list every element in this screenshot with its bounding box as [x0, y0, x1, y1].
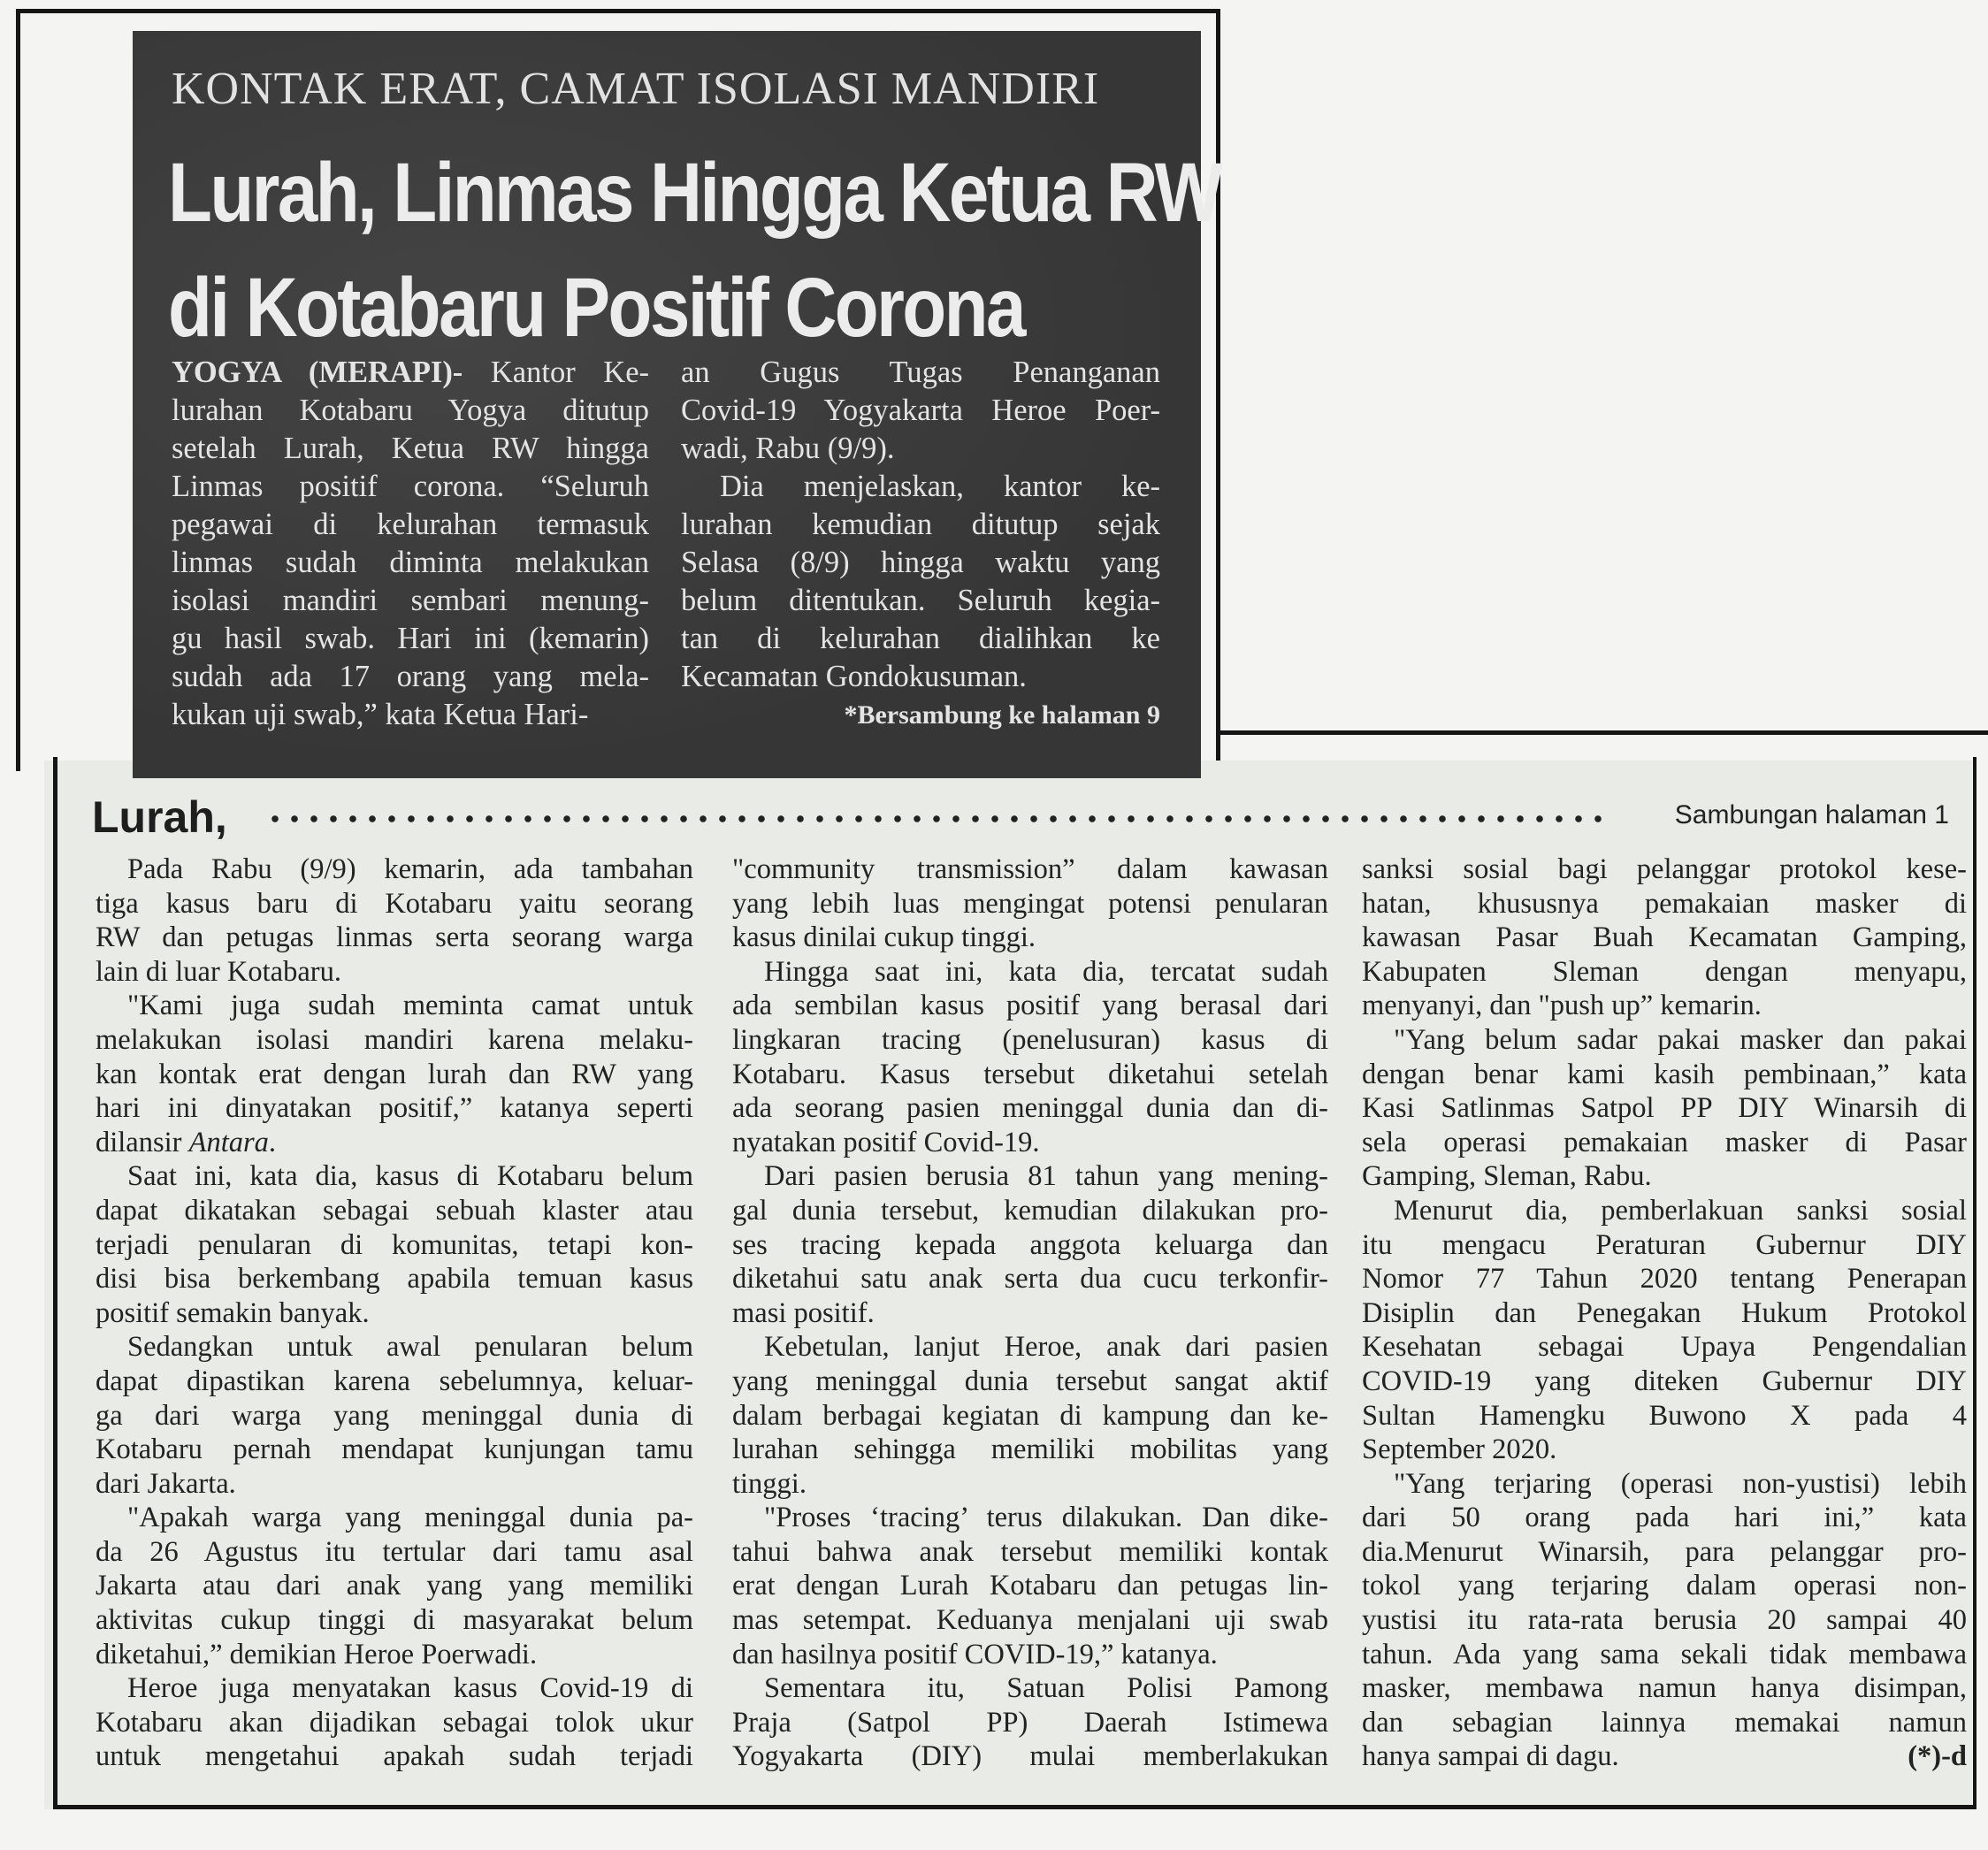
body-line: yang meninggal dunia tersebut sangat aktif	[732, 1365, 1328, 1397]
body-line: Disiplin dan Penegakan Hukum Protokol	[1362, 1296, 1967, 1329]
body-line: dari Jakarta.	[96, 1467, 236, 1500]
lead-line: Linmas positif corona. “Seluruh	[172, 470, 649, 503]
body-line: September 2020.	[1362, 1433, 1557, 1466]
frame-divider-line	[1220, 730, 1988, 735]
body-line: dengan benar kami kasih pembinaan,” kata	[1362, 1058, 1967, 1090]
headline-box	[133, 31, 1221, 778]
continued-note: *Bersambung ke halaman 9	[844, 700, 1160, 730]
body-line: Pada Rabu (9/9) kemarin, ada tambahan	[127, 853, 693, 885]
headline	[168, 135, 1221, 365]
body-line: diketahui,” demikian Heroe Poerwadi.	[96, 1638, 538, 1670]
body-line: Jakarta atau dari anak yang yang memiliki	[96, 1570, 693, 1602]
lead-line: YOGYA (MERAPI)- Kantor Ke-	[172, 355, 649, 389]
body-line: diketahui satu anak serta dua cucu terkonfir-	[732, 1263, 1328, 1296]
body-line: "Yang terjaring (operasi non-yustisi) lebih	[1394, 1467, 1967, 1500]
body-line: ses tracing kepada anggota keluarga dan	[732, 1228, 1328, 1261]
body-line: "Apakah warga yang meninggal dunia pa-	[127, 1502, 693, 1534]
lead-line: lurahan kemudian ditutup sejak	[681, 508, 1160, 541]
body-line: Hingga saat ini, kata dia, tercatat sudah	[764, 955, 1328, 988]
lead-line: kukan uji swab,” kata Ketua Hari-	[172, 698, 589, 731]
lead-line: isolasi mandiri sembari menung-	[172, 584, 649, 617]
body-line: kawasan Pasar Buah Kecamatan Gamping,	[1362, 921, 1967, 954]
lead-column-right	[681, 354, 1160, 734]
body-line: masker, membawa namun hanya disimpan,	[1362, 1672, 1967, 1705]
body-line: positif semakin banyak.	[96, 1296, 370, 1329]
body-line: Kebetulan, lanjut Heroe, anak dari pasien	[764, 1331, 1328, 1364]
body-line: Kotabaru. Kasus tersebut diketahui setelah	[732, 1058, 1328, 1090]
lead-line: tan di kelurahan dialihkan ke	[681, 622, 1160, 655]
body-line: RW dan petugas linmas serta seorang warga	[96, 921, 693, 954]
body-line: kan kontak erat dengan lurah dan RW yang	[96, 1058, 693, 1090]
body-line: itu mengacu Peraturan Gubernur DIY	[1362, 1228, 1967, 1261]
body-line: masi positif.	[732, 1296, 875, 1329]
headline-line-2: di Kotabaru Positif Corona	[168, 261, 1024, 355]
body-line: Nomor 77 Tahun 2020 tentang Penerapan	[1362, 1263, 1967, 1296]
body-line: Yogyakarta (DIY) mulai memberlakukan	[732, 1740, 1328, 1773]
body-line: yang lebih luas mengingat potensi penularan	[732, 887, 1328, 920]
body-line: dapat dikatakan sebagai sebuah klaster atau	[96, 1194, 693, 1227]
lead-line: belum ditentukan. Seluruh kegia-	[681, 584, 1160, 617]
body-line: Kabupaten Sleman dengan menyapu,	[1362, 955, 1967, 988]
signoff: (*)-d	[1908, 1740, 1967, 1773]
body-line: COVID-19 yang diteken Gubernur DIY	[1362, 1365, 1967, 1397]
body-column-3	[1362, 852, 1967, 1774]
headline-line-1: Lurah, Linmas Hingga Ketua RW	[168, 146, 1221, 240]
body-line: Kesehatan sebagai Upaya Pengendalian	[1362, 1331, 1967, 1364]
body-line: hari ini dinyatakan positif,” katanya seperti	[96, 1092, 693, 1125]
continuation-source: Sambungan halaman 1	[1674, 800, 1949, 829]
body-line: menyanyi, dan "push up” kemarin.	[1362, 990, 1762, 1022]
body-line: terjadi penularan di komunitas, tetapi kon-	[96, 1228, 693, 1261]
body-line: kasus dinilai cukup tinggi.	[732, 921, 1036, 954]
body-line: sanksi sosial bagi pelanggar protokol kese-	[1362, 853, 1967, 885]
lead-line: Dia menjelaskan, kantor ke-	[720, 470, 1160, 503]
body-line: untuk mengetahui apakah sudah terjadi	[96, 1740, 693, 1773]
body-line: "Proses ‘tracing’ terus dilakukan. Dan dike-	[764, 1502, 1328, 1534]
body-column-2	[732, 852, 1328, 1774]
body-line: dari 50 orang pada hari ini,” kata	[1362, 1502, 1967, 1534]
body-line: lingkaran tracing (penelusuran) kasus di	[732, 1023, 1328, 1056]
body-line: dan hasilnya positif COVID-19,” katanya.	[732, 1638, 1218, 1670]
body-line: tahui bahwa anak tersebut memiliki kontak	[732, 1535, 1328, 1568]
body-line: Gamping, Sleman, Rabu.	[1362, 1160, 1652, 1193]
body-line: "community transmission” dalam kawasan	[732, 853, 1328, 885]
body-line: dalam berbagai kegiatan di kampung dan ke-	[732, 1399, 1328, 1432]
lead-line: Selasa (8/9) hingga waktu yang	[681, 546, 1160, 579]
body-line: Kotabaru pernah mendapat kunjungan tamu	[96, 1433, 693, 1466]
body-line: Heroe juga menyatakan kasus Covid-19 di	[127, 1672, 693, 1705]
body-line: lurahan sehingga memiliki mobilitas yang	[732, 1433, 1328, 1466]
body-line: erat dengan Lurah Kotabaru dan petugas lin-	[732, 1570, 1328, 1602]
lead-line: an Gugus Tugas Penanganan	[681, 355, 1160, 389]
body-line: nyatakan positif Covid-19.	[732, 1126, 1040, 1158]
dotted-leader	[265, 812, 1614, 826]
lead-line: gu hasil swab. Hari ini (kemarin)	[172, 622, 649, 655]
body-line: yustisi itu rata-rata berusia 20 sampai 40	[1362, 1604, 1967, 1637]
lead-line: linmas sudah diminta melakukan	[172, 546, 649, 579]
lead-line: lurahan Kotabaru Yogya ditutup	[172, 394, 649, 427]
body-line: Saat ini, kata dia, kasus di Kotabaru belum	[127, 1160, 693, 1193]
body-line: gal dunia tersebut, kemudian dilakukan pro-	[732, 1194, 1328, 1227]
body-line: dia.Menurut Winarsih, para pelanggar pro-	[1362, 1535, 1967, 1568]
kicker: KONTAK ERAT, CAMAT ISOLASI MANDIRI	[172, 64, 1100, 114]
lead-line: pegawai di kelurahan termasuk	[172, 508, 649, 541]
body-line: dan sebagian lainnya memakai namun	[1362, 1706, 1967, 1739]
body-line: "Yang belum sadar pakai masker dan pakai	[1394, 1023, 1967, 1056]
continuation-title: Lurah,	[92, 792, 227, 842]
body-line: sela operasi pemakaian masker di Pasar	[1362, 1126, 1967, 1158]
body-line: Kasi Satlinmas Satpol PP DIY Winarsih di	[1362, 1092, 1967, 1125]
body-line: tiga kasus baru di Kotabaru yaitu seorang	[96, 887, 693, 920]
body-line: da 26 Agustus itu tertular dari tamu asal	[96, 1535, 693, 1568]
body-line: disi bisa berkembang apabila temuan kasus	[96, 1263, 693, 1296]
body-line: lain di luar Kotabaru.	[96, 955, 341, 988]
body-line: dapat dipastikan karena sebelumnya, keluar-	[96, 1365, 693, 1397]
body-line: Praja (Satpol PP) Daerah Istimewa	[732, 1706, 1328, 1739]
body-line: tinggi.	[732, 1467, 807, 1500]
lead-line: wadi, Rabu (9/9).	[681, 432, 895, 465]
lead-line: Covid-19 Yogyakarta Heroe Poer-	[681, 394, 1160, 427]
body-line: Sedangkan untuk awal penularan belum	[127, 1331, 693, 1364]
lead-line: Kecamatan Gondokusuman.	[681, 660, 1027, 693]
body-line: dilansir Antara.	[96, 1126, 277, 1158]
body-line: Sultan Hamengku Buwono X pada 4	[1362, 1399, 1967, 1432]
body-column-1	[96, 852, 693, 1774]
lead-column-left	[172, 354, 649, 734]
body-line: ada sembilan kasus positif yang berasal dari	[732, 990, 1328, 1022]
body-line: aktivitas cukup tinggi di masyarakat belum	[96, 1604, 693, 1637]
body-line: Dari pasien berusia 81 tahun yang mening-	[764, 1160, 1328, 1193]
lead-line: setelah Lurah, Ketua RW hingga	[172, 432, 649, 465]
body-line: tahun. Ada yang sama sekali tidak membawa	[1362, 1638, 1967, 1670]
lead-line: sudah ada 17 orang yang mela-	[172, 660, 649, 693]
body-line: Kotabaru akan dijadikan sebagai tolok ukur	[96, 1706, 693, 1739]
body-line: ga dari warga yang meninggal dunia di	[96, 1399, 693, 1432]
body-line: Menurut dia, pemberlakuan sanksi sosial	[1394, 1194, 1967, 1227]
body-line: hatan, khususnya pemakaian masker di	[1362, 887, 1967, 920]
body-line: Sementara itu, Satuan Polisi Pamong	[764, 1672, 1328, 1705]
body-line: "Kami juga sudah meminta camat untuk	[127, 990, 693, 1022]
body-line: tokol yang terjaring dalam operasi non-	[1362, 1570, 1967, 1602]
body-line: hanya sampai di dagu. (*)-d	[1362, 1740, 1967, 1773]
body-line: ada seorang pasien meninggal dunia dan di-	[732, 1092, 1328, 1125]
body-line: melakukan isolasi mandiri karena melaku-	[96, 1023, 693, 1056]
body-line: mas setempat. Keduanya menjalani uji swab	[732, 1604, 1328, 1637]
